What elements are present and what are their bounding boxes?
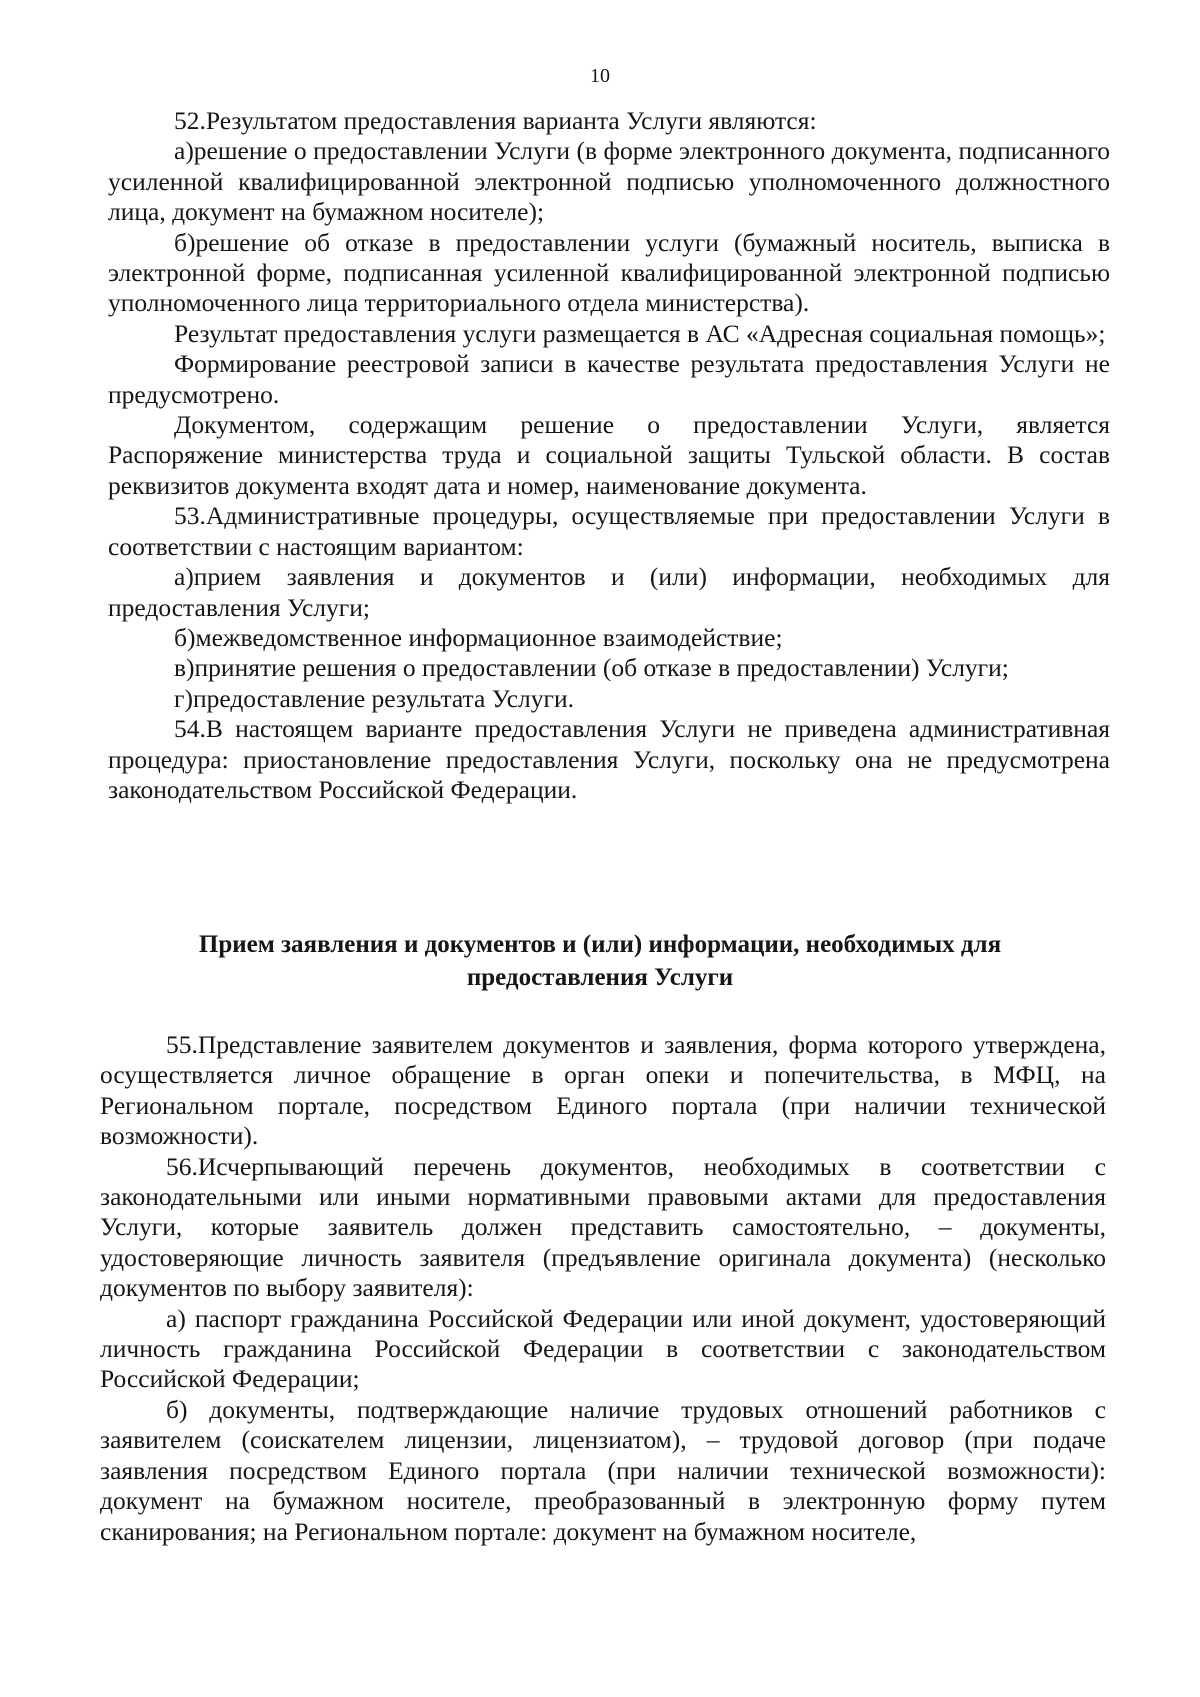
paragraph-53v: в)принятие решения о предоставлении (об отказе в предоставлении) Услуги; xyxy=(174,653,1009,683)
section-title-line-2: предоставления Услуги xyxy=(466,964,734,991)
section-title xyxy=(150,928,1050,994)
paragraph-56a: а) паспорт гражданина Российской Федерации или иной документ, удостоверяющий личность гражданина Российской Федерации в соответствии с законодательством Российской Федерации; xyxy=(100,1303,1106,1394)
paragraph-decision-document: Документом, содержащим решение о предоставлении Услуги, является Распоряжение министерства труда и социальной защиты Тульской области. В состав реквизитов документа входят дата и номер, наименование документа. xyxy=(108,410,1110,500)
paragraph-result-placement: Результат предоставления услуги размещается в АС «Адресная социальная помощь»; xyxy=(174,318,1106,348)
body-text-upper xyxy=(108,106,1110,805)
paragraph-52a: а)решение о предоставлении Услуги (в форме электронного документа, подписанного усиленной квалифицированной электронной подписью уполномоченного должностного лица, документ на бумажном носителе); xyxy=(108,136,1110,227)
paragraph-53: 53.Административные процедуры, осуществляемые при предоставлении Услуги в соответствии с настоящим вариантом: xyxy=(108,501,1110,561)
page-number: 10 xyxy=(590,65,610,87)
body-text-lower xyxy=(100,1030,1106,1547)
section-title-line-1: Прием заявления и документов и (или) информации, необходимых для xyxy=(198,931,1002,958)
paragraph-53b: б)межведомственное информационное взаимодействие; xyxy=(174,622,783,652)
paragraph-53g: г)предоставление результата Услуги. xyxy=(174,683,574,713)
paragraph-52b: б)решение об отказе в предоставлении услуги (бумажный носитель, выписка в электронной форме, подписанная усиленной квалифицированной электронной подписью уполномоченного лица территориального отдела министерства). xyxy=(108,227,1110,318)
paragraph-56b: б) документы, подтверждающие наличие трудовых отношений работников с заявителем (соискателем лицензии, лицензиатом), – трудовой договор (при подаче заявления посредством Единого портала (при наличии технической возможности): документ на бумажном носителе, преобразованный в электронную форму путем сканирования; на Региональном портале: документ на бумажном носителе, xyxy=(100,1394,1106,1546)
paragraph-56: 56.Исчерпывающий перечень документов, необходимых в соответствии с законодательными или иными нормативными правовыми актами для предоставления Услуги, которые заявитель должен представить самостоятельно, – документы, удостоверяющие личность заявителя (предъявление оригинала документа) (несколько документов по выбору заявителя): xyxy=(100,1151,1106,1303)
paragraph-53a: а)прием заявления и документов и (или) информации, необходимых для предоставления Услуги; xyxy=(108,562,1110,622)
paragraph-52: 52.Результатом предоставления варианта Услуги являются: xyxy=(174,106,817,135)
paragraph-54: 54.В настоящем варианте предоставления Услуги не приведена административная процедура: приостановление предоставления Услуги, поскольку она не предусмотрена законодательством Российской Федерации. xyxy=(108,714,1110,804)
paragraph-registry-record: Формирование реестровой записи в качестве результата предоставления Услуги не предусмотрено. xyxy=(108,349,1110,409)
paragraph-55: 55.Представление заявителем документов и заявления, форма которого утверждена, осуществляется личное обращение в орган опеки и попечительства, в МФЦ, на Региональном портале, посредством Единого портала (при наличии технической возможности). xyxy=(100,1030,1106,1151)
